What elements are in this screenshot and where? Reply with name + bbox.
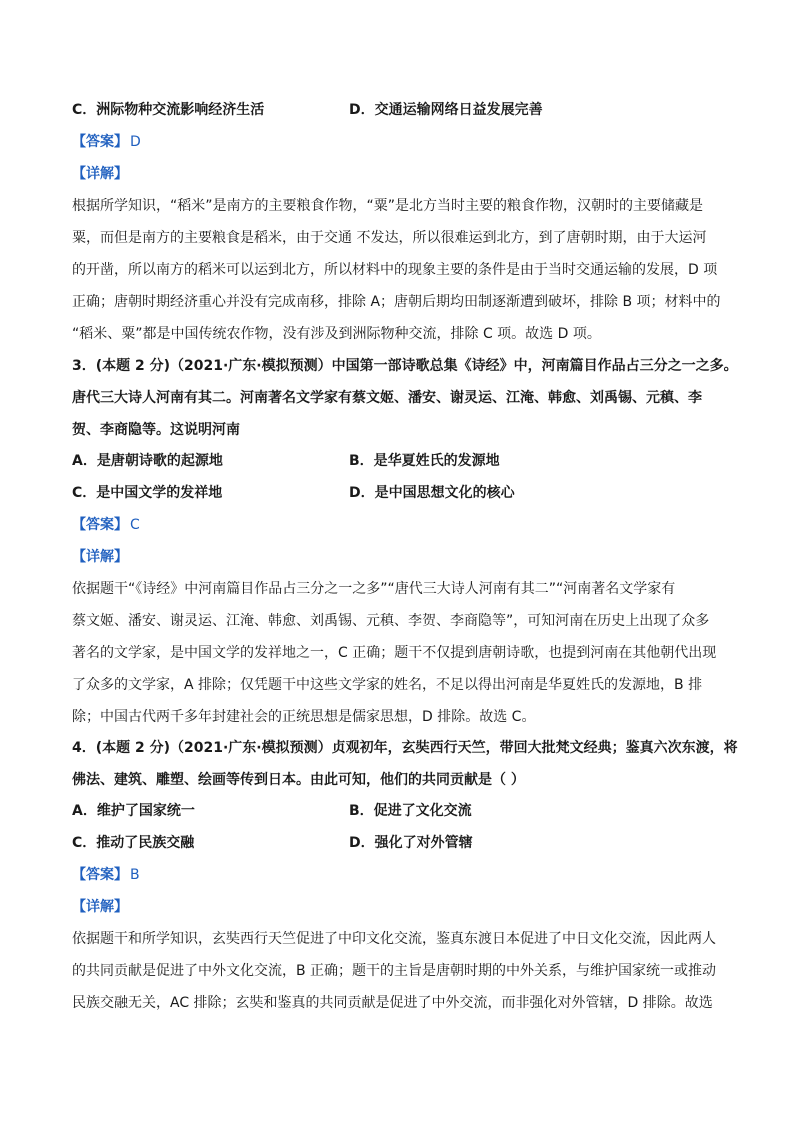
q3-detail-label: [72, 547, 722, 567]
q4-option-d: D．强化了对外管辖: [349, 835, 473, 851]
q3-explain-line: 除；中国古代两千多年封建社会的正统思想是儒家思想，D 排除。故选 C。: [72, 709, 536, 725]
q4-explain-line: 民族交融无关，AC 排除；玄奘和鉴真的共同贡献是促进了中外交流，而非强化对外管辖，D 排除。故选: [72, 995, 713, 1011]
q2-explain-line: 的开凿，所以南方的稻米可以运到北方，所以材料中的现象主要的条件是由于当时交通运输的发展，D 项: [72, 262, 718, 278]
q3-option-c: C．是中国文学的发祥地: [72, 485, 223, 501]
q4-stem-line: 佛法、建筑、雕塑、绘画等传到日本。由此可知，他们的共同贡献是（ ）: [72, 772, 525, 788]
q4-explain-line: 依据题干和所学知识，玄奘西行天竺促进了中印文化交流，鉴真东渡日本促进了中日文化交流，因此两人: [72, 931, 716, 947]
q4-explain-line: 的共同贡献是促进了中外文化交流，B 正确；题干的主旨是唐朝时期的中外关系，与维护国家统一或推动: [72, 963, 717, 979]
answer-label: 【答案】: [72, 867, 128, 883]
q2-answer: [72, 132, 722, 152]
q3-stem-line: 唐代三大诗人河南有其二。河南著名文学家有蔡文姬、潘安、谢灵运、江淹、韩愈、刘禹锡、元稹、李: [72, 390, 702, 406]
q3-explain-line: 著名的文学家，是中国文学的发祥地之一，C 正确；题干不仅提到唐朝诗歌，也提到河南在其他朝代出现: [72, 645, 717, 661]
q2-explain-line: 粟，而但是南方的主要粮食是稻米，由于交通 不发达，所以很难运到北方，到了唐朝时期，由于大运河: [72, 230, 707, 246]
q4-answer: [72, 865, 722, 885]
answer-value: D: [130, 134, 141, 150]
detail-label: 【详解】: [72, 899, 128, 915]
q4-option-a: A．维护了国家统一: [72, 803, 195, 819]
q2-detail-label: [72, 164, 722, 184]
q3-stem-line: 贺、李商隐等。这说明河南: [72, 422, 240, 438]
q3-option-d: D．是中国思想文化的核心: [349, 485, 515, 501]
detail-label: 【详解】: [72, 166, 128, 182]
q2-option-c: C．洲际物种交流影响经济生活: [72, 102, 265, 118]
q3-explain-line: 蔡文姬、潘安、谢灵运、江淹、韩愈、刘禹锡、元稹、李贺、李商隐等”，可知河南在历史上出现了众多: [72, 613, 710, 629]
answer-value: C: [130, 517, 140, 533]
q4-option-c: C．推动了民族交融: [72, 835, 195, 851]
q2-explain-line: 根据所学知识，“稻米”是南方的主要粮食作物，“粟”是北方当时主要的粮食作物，汉朝时的主要储藏是: [72, 198, 704, 214]
q3-option-b: B．是华夏姓氏的发源地: [349, 453, 500, 469]
q2-explain-line: “稻米、粟”都是中国传统农作物，没有涉及到洲际物种交流，排除 C 项。故选 D 项。: [72, 326, 601, 342]
answer-value: B: [130, 867, 140, 883]
q4-detail-label: [72, 897, 722, 917]
q2-explain-line: 正确；唐朝时期经济重心并没有完成南移，排除 A；唐朝后期均田制逐渐遭到破坏，排除 B 项；材料中的: [72, 294, 721, 310]
q3-stem-line: 3．(本题 2 分)（2021·广东·模拟预测）中国第一部诗歌总集《诗经》中，河南篇目作品占三分之一之多。: [72, 358, 738, 374]
q4-option-b: B．促进了文化交流: [349, 803, 472, 819]
answer-label: 【答案】: [72, 134, 128, 150]
q3-answer: [72, 515, 722, 535]
q2-option-d: D．交通运输网络日益发展完善: [349, 102, 543, 118]
q4-stem-line: 4．(本题 2 分)（2021·广东·模拟预测）贞观初年，玄奘西行天竺，带回大批梵文经典；鉴真六次东渡，将: [72, 740, 738, 756]
detail-label: 【详解】: [72, 549, 128, 565]
q3-explain-line: 了众多的文学家，A 排除；仅凭题干中这些文学家的姓名，不足以得出河南是华夏姓氏的发源地，B 排: [72, 677, 703, 693]
q3-option-a: A．是唐朝诗歌的起源地: [72, 453, 223, 469]
q3-explain-line: 依据题干“《诗经》中河南篇目作品占三分之一之多”“唐代三大诗人河南有其二”“河南著名文学家有: [72, 581, 676, 597]
answer-label: 【答案】: [72, 517, 128, 533]
